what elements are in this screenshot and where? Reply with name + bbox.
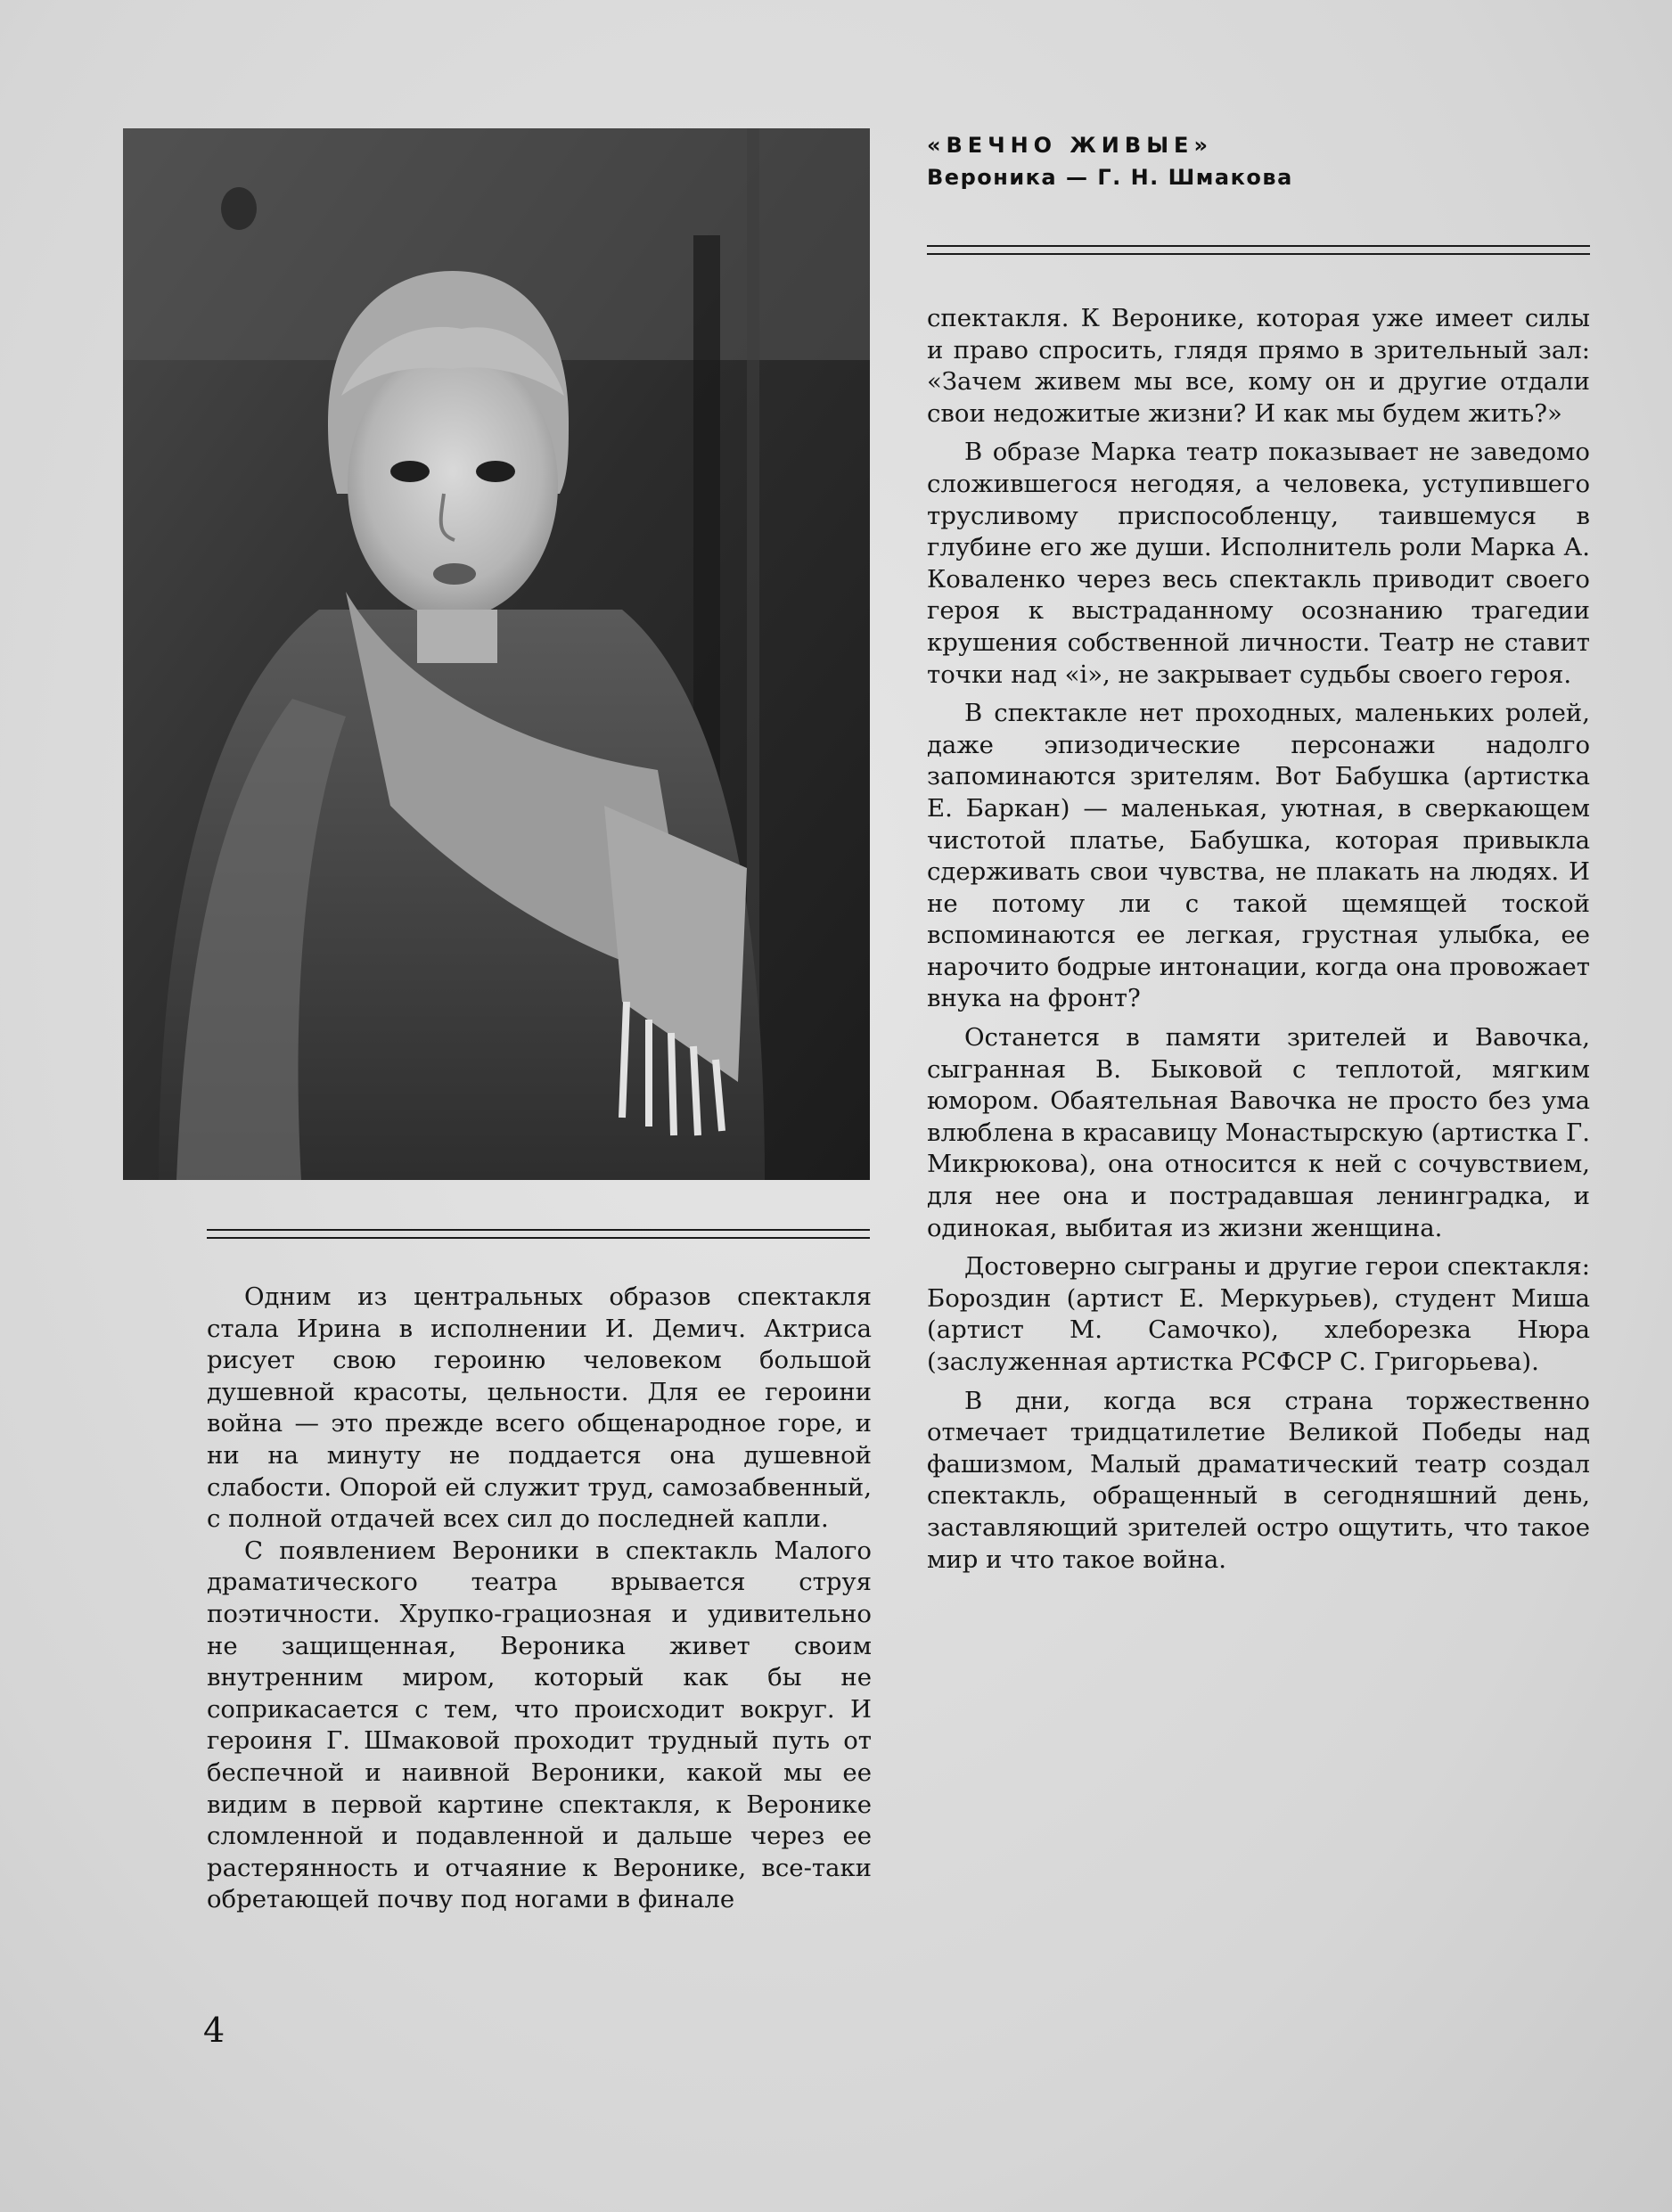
paragraph: Одним из центральных образов спектакля стала Ирина в исполнении И. Демич. Актриса рисует свою героиню человеком большой душевной красоты, цельности. Для ее героини война — это прежде всего общенародное горе, и ни на минуту не поддается она душевной слабости. Опорой ей служит труд, самозабвенный, с полной отдачей всех сил до последней капли.	[207, 1282, 872, 1534]
paragraph: С появлением Вероники в спектакль Малого драматического театра врывается струя поэтичности. Хрупко-грациозная и удивительно не защищенная, Вероника живет своим внутренним миром, который как бы не соприкасается с тем, что происходит вокруг. И героиня Г. Шмаковой проходит трудный путь от беспечной и наивной Вероники, какой мы ее видим в первой картине спектакля, к Веронике сломленной и подавленной и дальше через ее растерянность и отчаяние к Веронике, все-таки обретающей почву под ногами в финале	[207, 1536, 872, 1914]
role-credit: Вероника — Г. Н. Шмакова	[927, 165, 1293, 190]
right-text-column	[927, 303, 1590, 1576]
play-title: «ВЕЧНО ЖИВЫЕ»	[927, 133, 1213, 158]
paragraph: В спектакле нет проходных, маленьких ролей, даже эпизодические персонажи надолго запоминаются зрителям. Вот Бабушка (артистка Е. Баркан) — маленькая, уютная, в сверкающем чистотой платье, Бабушка, которая привыкла сдерживать свои чувства, не плакать на людях. И не потому ли с такой щемящей тоской вспоминаются ее легкая, грустная улыбка, ее нарочито бодрые интонации, когда она провожает внука на фронт?	[927, 699, 1590, 1013]
paragraph: Останется в памяти зрителей и Вавочка, сыгранная В. Быковой с теплотой, мягким юмором. Обаятельная Вавочка не просто без ума влюблена в красавицу Монастырскую (артистка Г. Микрюкова), она относится к ней с сочувствием, для нее она и пострадавшая ленинградка, и одинокая, выбитая из жизни женщина.	[927, 1023, 1590, 1242]
photo-divider	[207, 1229, 870, 1239]
photo-portrait-actress-icon	[123, 128, 870, 1180]
paragraph: В образе Марка театр показывает не заведомо сложившегося негодяя, а человека, уступившего трусливому приспособленцу, таившемуся в глубине его же души. Исполнитель роли Марка А. Коваленко через весь спектакль приводит своего героя к выстраданному осознанию трагедии крушения собственной личности. Театр не ставит точки над «i», не закрывает судьбы своего героя.	[927, 438, 1590, 689]
paragraph: спектакля. К Веронике, которая уже имеет силы и право спросить, глядя прямо в зрительный зал: «Зачем живем мы все, кому он и другие отдали свои недожитые жизни? И как мы будем жить?»	[927, 304, 1590, 428]
paragraph: Достоверно сыграны и другие герои спектакля: Бороздин (артист Е. Меркурьев), студент Миша (артист М. Самочко), хлеборезка Нюра (заслуженная артистка РСФСР С. Григорьева).	[927, 1252, 1590, 1376]
actress-photo	[123, 128, 870, 1180]
page-number: 4	[203, 2011, 225, 2050]
photo-caption	[927, 129, 1604, 193]
caption-divider	[927, 245, 1590, 255]
paragraph: В дни, когда вся страна торжественно отмечает тридцатилетие Великой Победы над фашизмом, Малый драматический театр создал спектакль, обращенный в сегодняшний день, заставляющий зрителей остро ощутить, что такое мир и что такое война.	[927, 1386, 1590, 1574]
left-text-column	[207, 1282, 872, 1916]
